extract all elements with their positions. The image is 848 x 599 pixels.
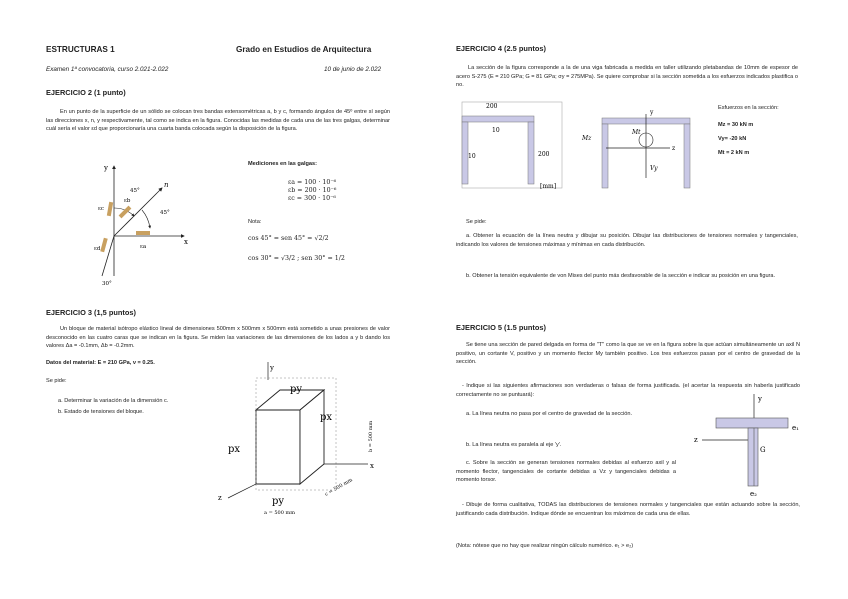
fig4-dim-200b: 200	[538, 151, 550, 158]
t-web	[748, 428, 758, 486]
ex2-text: En un punto de la superficie de un sólido se colocan tres bandas extensométricas a, b y c, formando ángulos de 45º entre sí según las direcciones x, n, y respectivamente, tal como se indica en la figura. Conocidas las medidas de cada una de las tres galgas, determinar cuál sería el valor εd que proporcionaría una cuarta banda colocada según la disposición de la figura.	[46, 109, 390, 133]
gauge-c	[107, 202, 113, 216]
strain-gauge-figure	[84, 158, 204, 290]
ex3-item-b: b. Estado de tensiones del bloque.	[58, 409, 144, 415]
effort-vy: Vy= -20 kN	[718, 136, 747, 142]
note-cos30: cos 30° = √3/2 ; sen 30° = 1/2	[248, 255, 345, 262]
ex5-title: EJERCICIO 5 (1.5 puntos)	[456, 323, 546, 332]
fig5-y: y	[758, 395, 762, 403]
fig2-angle3: 30°	[102, 281, 112, 287]
fig2-ga: εa	[140, 244, 147, 250]
ex5-intro: - Indique si las siguientes afirmaciones son verdaderas o falsas de forma justificada. (el acertar la respuesta sin haberla justificado correctamente no se puntuará):	[456, 383, 800, 398]
fig5-g: G	[760, 446, 766, 454]
measure-a: εa = 100 · 10⁻⁶	[288, 179, 337, 186]
note-cos45: cos 45° = sen 45° = √2/2	[248, 235, 329, 242]
ex4-ask: Se pide:	[466, 219, 487, 225]
fig4-dim-200: 200	[486, 103, 498, 110]
measures-title: Mediciones en las galgas:	[248, 161, 318, 167]
fig2-gb: εb	[124, 198, 131, 204]
beam-section-figure	[456, 98, 711, 190]
web-right	[528, 122, 534, 184]
fig3-dim-a: a = 500 mm	[264, 510, 295, 516]
ex4-title: EJERCICIO 4 (2.5 puntos)	[456, 44, 546, 53]
fig4-dim-10a: 10	[492, 127, 500, 134]
fig3-dim-c: c = 500 mm	[324, 477, 354, 498]
exam-date: 10 de junio de 2.022	[324, 66, 382, 73]
measure-c: εc = 300 · 10⁻⁶	[288, 195, 336, 202]
ex5-item-c: c. Sobre la sección se generan tensiones normales debidas al esfuerzo axil y al momento flector, tangenciales de cortante debidas a Vz y tangenciales debidas a momento torsor.	[456, 460, 676, 484]
fig3-py-top: py	[290, 384, 303, 395]
ex4-item-b: b. Obtener la tensión equivalente de von Mises del punto más desfavorable de la sección e indicar su posición en una figura.	[466, 273, 776, 279]
ex3-title: EJERCICIO 3 (1,5 puntos)	[46, 308, 136, 317]
fig5-e2: e₂	[750, 490, 757, 498]
ex4-text: La sección de la figura corresponde a la de una viga fabricada a medida en taller utilizando pletabandas de 10mm de espesor de acero S-275 (E = 210 GPa; G = 81 GPa; σy = 275MPa). Se quiere comprobar si la sección sometida a los esfuerzos indicados plastifica o no.	[456, 65, 798, 89]
fig4-vy: Vy	[650, 165, 658, 172]
degree-title: Grado en Estudios de Arquitectura	[236, 45, 372, 54]
fig2-y: y	[104, 164, 108, 172]
fig4-mz: Mz	[582, 135, 592, 142]
effort-mz: Mz = 30 kN m	[718, 122, 754, 128]
fig2-gc: εc	[98, 206, 104, 212]
fig3-zaxis	[228, 484, 256, 498]
t-section-figure	[692, 392, 812, 498]
fig2-gd: εd	[94, 246, 101, 252]
fig5-z: z	[694, 436, 698, 444]
fig2-x: x	[184, 238, 188, 246]
ex3-item-a: a. Determinar la variación de la dimensión c.	[58, 398, 169, 404]
efforts-title: Esfuerzos en la sección:	[718, 105, 779, 111]
fig4-dim-10b: 10	[468, 153, 476, 160]
ex5-item-a: a. La línea neutra no pasa por el centro de gravedad de la sección.	[466, 411, 633, 417]
fig3-z: z	[218, 494, 222, 502]
ex2-title: EJERCICIO 2 (1 punto)	[46, 88, 126, 97]
ex3-text: Un bloque de material isótropo elástico lineal de dimensiones 500mm x 500mm x 500mm está sometido a unas presiones de valor desconocido en las cuatro caras que se indican en la figura. Se miden las variaciones de las dimensiones de los lados a y b dando los valores Δa = -0.1mm, Δb = -0.2mm.	[46, 326, 390, 350]
ex4-item-a: a. Obtener la ecuación de la línea neutra y dibujar su posición. Dibujar las distribuciones de tensiones normales y tangenciales, indicando los valores de tensiones máximas y mínimas en cada distribución.	[456, 233, 798, 248]
gauge-a	[136, 231, 150, 235]
n-axis	[114, 188, 162, 236]
exam-session: Examen 1ª convocatoria, curso 2.021-2.022	[46, 66, 169, 73]
course-title: ESTRUCTURAS 1	[46, 45, 115, 54]
ex5-text: Se tiene una sección de pared delgada en forma de "T" como la que se ve en la figura sobre la que actúan simultáneamente un axil N positivo, un cortante V, positivo y un momento flector My también positivo. Los tres esfuerzos pasan por el centro de gravedad de la sección.	[456, 342, 800, 366]
measure-b: εb = 200 · 10⁻⁶	[288, 187, 337, 194]
flange-top	[462, 116, 534, 122]
fig2-n: n	[164, 181, 169, 189]
fig3-x: x	[370, 462, 374, 470]
effort-mt: Mt = 2 kN m	[718, 150, 750, 156]
fig3-y: y	[270, 364, 274, 372]
fig4-mt: Mt	[632, 129, 641, 136]
fig3-px-right: px	[320, 412, 333, 423]
fig5-e1: e₁	[792, 424, 799, 432]
block-figure	[208, 360, 388, 520]
note-title: Nota:	[248, 219, 262, 225]
fig3-dim-b: b = 500 mm	[368, 420, 374, 452]
ex3-ask: Se pide:	[46, 378, 67, 384]
gauge-d	[100, 238, 107, 253]
fig4-y: y	[650, 109, 654, 116]
fig2-angle1: 45°	[130, 188, 140, 194]
fig2-angle2: 45°	[160, 210, 170, 216]
fig4-unit: [mm]	[540, 183, 557, 190]
ex5-item-b: b. La línea neutra es paralela al eje 'y'.	[466, 442, 562, 448]
fig3-px: px	[228, 444, 241, 455]
fig4-z: z	[672, 145, 676, 152]
fig3-py-bottom: py	[272, 496, 285, 507]
ex3-data: Datos del material: E = 210 GPa, ν = 0.25.	[46, 360, 155, 366]
ex5-note: (Nota: nótese que no hay que realizar ningún cálculo numérico. e₁ > e₂)	[456, 543, 634, 549]
ex5-draw: - Dibuje de forma cualitativa, TODAS las distribuciones de tensiones normales y tangenciales que están actuando sobre la sección, justificando cada distribución. Indique dónde se encuentran los máximos de cada una de ellas.	[456, 502, 800, 517]
t-flange	[716, 418, 788, 428]
cube-front	[256, 410, 300, 484]
